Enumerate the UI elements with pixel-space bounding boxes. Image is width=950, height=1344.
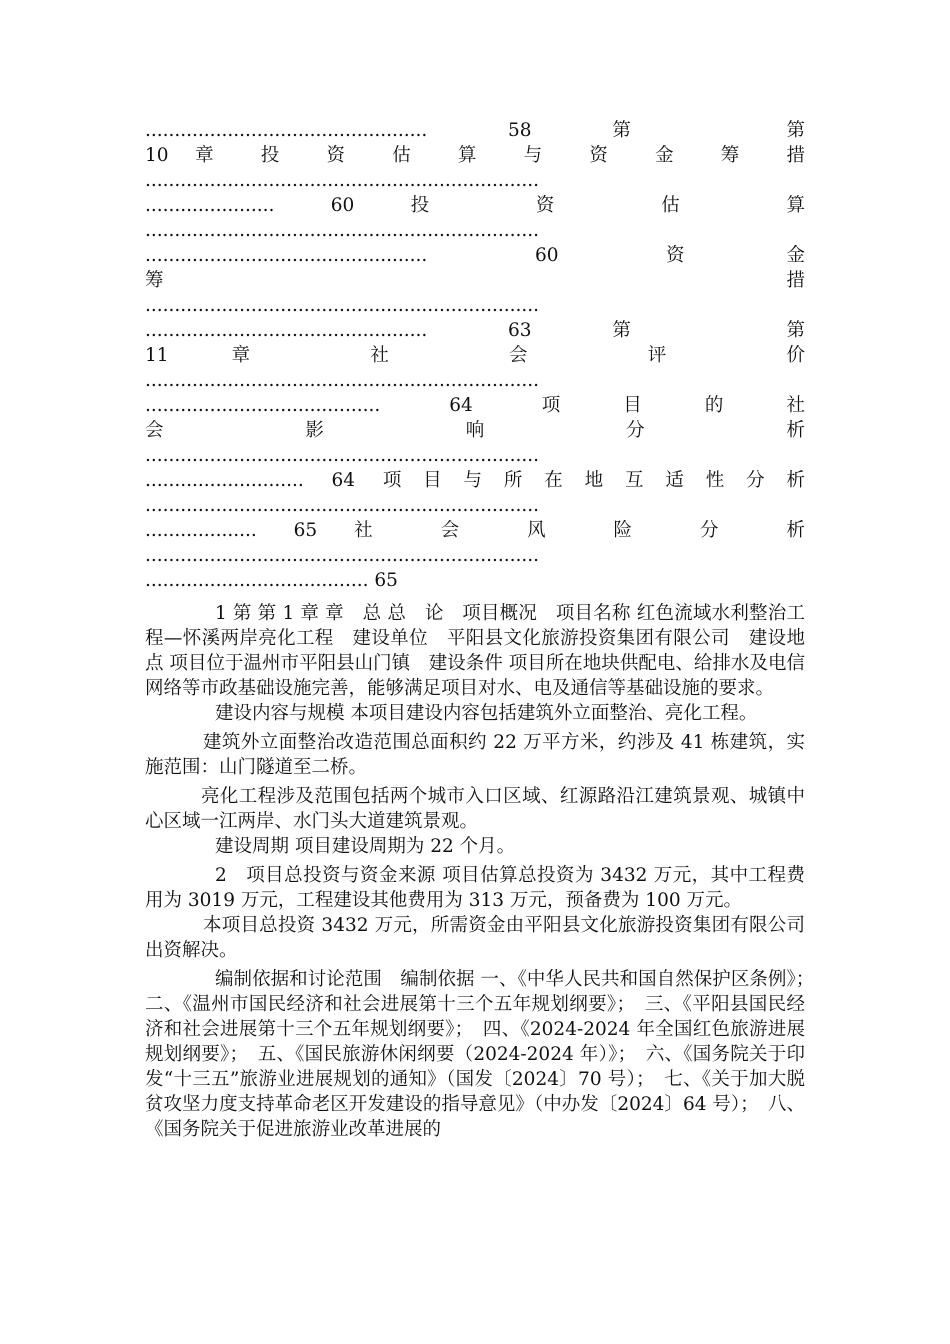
toc-line: ...................................... 65 bbox=[145, 570, 398, 591]
paragraph-lighting-scope: 亮化工程涉及范围包括两个城市入口区域、红源路沿江建筑景观、城镇中心区域一江两岸、水门头大道建筑景观。 bbox=[145, 786, 805, 832]
paragraph-funding: 本项目总投资 3432 万元，所需资金由平阳县文化旅游投资集团有限公司出资解决。 bbox=[145, 915, 805, 961]
toc-line: ................................................................... bbox=[145, 495, 540, 516]
toc-line: ................................................................... bbox=[145, 220, 540, 241]
toc-line: ................................................................... bbox=[145, 170, 540, 191]
toc-line: ................................................................... bbox=[145, 545, 540, 566]
document-page bbox=[145, 118, 824, 1142]
toc-line: ................................................ 58 第 第 bbox=[145, 120, 805, 141]
toc-line: 10 章 投 资 估 算 与 资 金 筹 措 bbox=[145, 145, 805, 166]
toc-line: ...................... 60 投 资 估 算 bbox=[145, 195, 805, 216]
paragraph-scope: 建设内容与规模 本项目建设内容包括建筑外立面整治、亮化工程。 bbox=[215, 703, 758, 724]
table-of-contents bbox=[145, 118, 805, 593]
toc-line: ........................................ 64 项目的社 bbox=[145, 395, 805, 416]
toc-line: 会 影 响 分 析 bbox=[145, 420, 805, 441]
paragraph-overview: 1 第 第 1 章 章 总 总 论 项目概况 项目名称 红色流域水利整治工程—怀溪两岸亮化工程 建设单位 平阳县文化旅游投资集团有限公司 建设地点 项目位于温州市平阳县山门镇 建设条件 项目所在地块供配电、给排水及电信网络等市政基础设施完善，能够满足项目对水、电及通信等基础设施的要求。 bbox=[145, 603, 805, 699]
body-text bbox=[145, 601, 824, 1142]
toc-line: 筹 措 bbox=[145, 270, 805, 291]
toc-line: 11 章 社 会 评 价 bbox=[145, 345, 805, 366]
toc-line: ................... 65 社 会 风 险 分 析 bbox=[145, 520, 805, 541]
toc-line: ................................................ 60 资金 bbox=[145, 245, 805, 266]
toc-line: ................................................................... bbox=[145, 445, 540, 466]
toc-line: ................................................ 63 第 第 bbox=[145, 320, 805, 341]
toc-line: ........................... 64 项目与所在地互适性分析 bbox=[145, 470, 805, 491]
paragraph-basis: 编制依据和讨论范围 编制依据 一、《中华人民共和国自然保护区条例》； 二、《温州市国民经济和社会进展第十三个五年规划纲要》； 三、《平阳县国民经济和社会进展第十三个五年规划纲要》； 四、《2024-2024 年全国红色旅游进展规划纲要》； 五、《国民旅游休闲纲要（2024-2024 年）》； 六、《国务院关于印发“十三五”旅游业进展规划的通知》（国发〔2024〕70 号）； 七、《关于加大脱贫攻坚力度支持革命老区开发建设的指导意见》（中办发〔2024〕64 号）； 八、《国务院关于促进旅游业改革进展的 bbox=[145, 969, 824, 1140]
paragraph-period: 建设周期 项目建设周期为 22 个月。 bbox=[215, 836, 516, 857]
paragraph-facade-area: 建筑外立面整治改造范围总面积约 22 万平方米，约涉及 41 栋建筑，实施范围：山门隧道至二桥。 bbox=[145, 732, 805, 778]
toc-line: ................................................................... bbox=[145, 295, 540, 316]
toc-line: ................................................................... bbox=[145, 370, 540, 391]
paragraph-investment: 2 项目总投资与资金来源 项目估算总投资为 3432 万元，其中工程费用为 3019 万元，工程建设其他费用为 313 万元，预备费为 100 万元。 bbox=[145, 865, 805, 911]
